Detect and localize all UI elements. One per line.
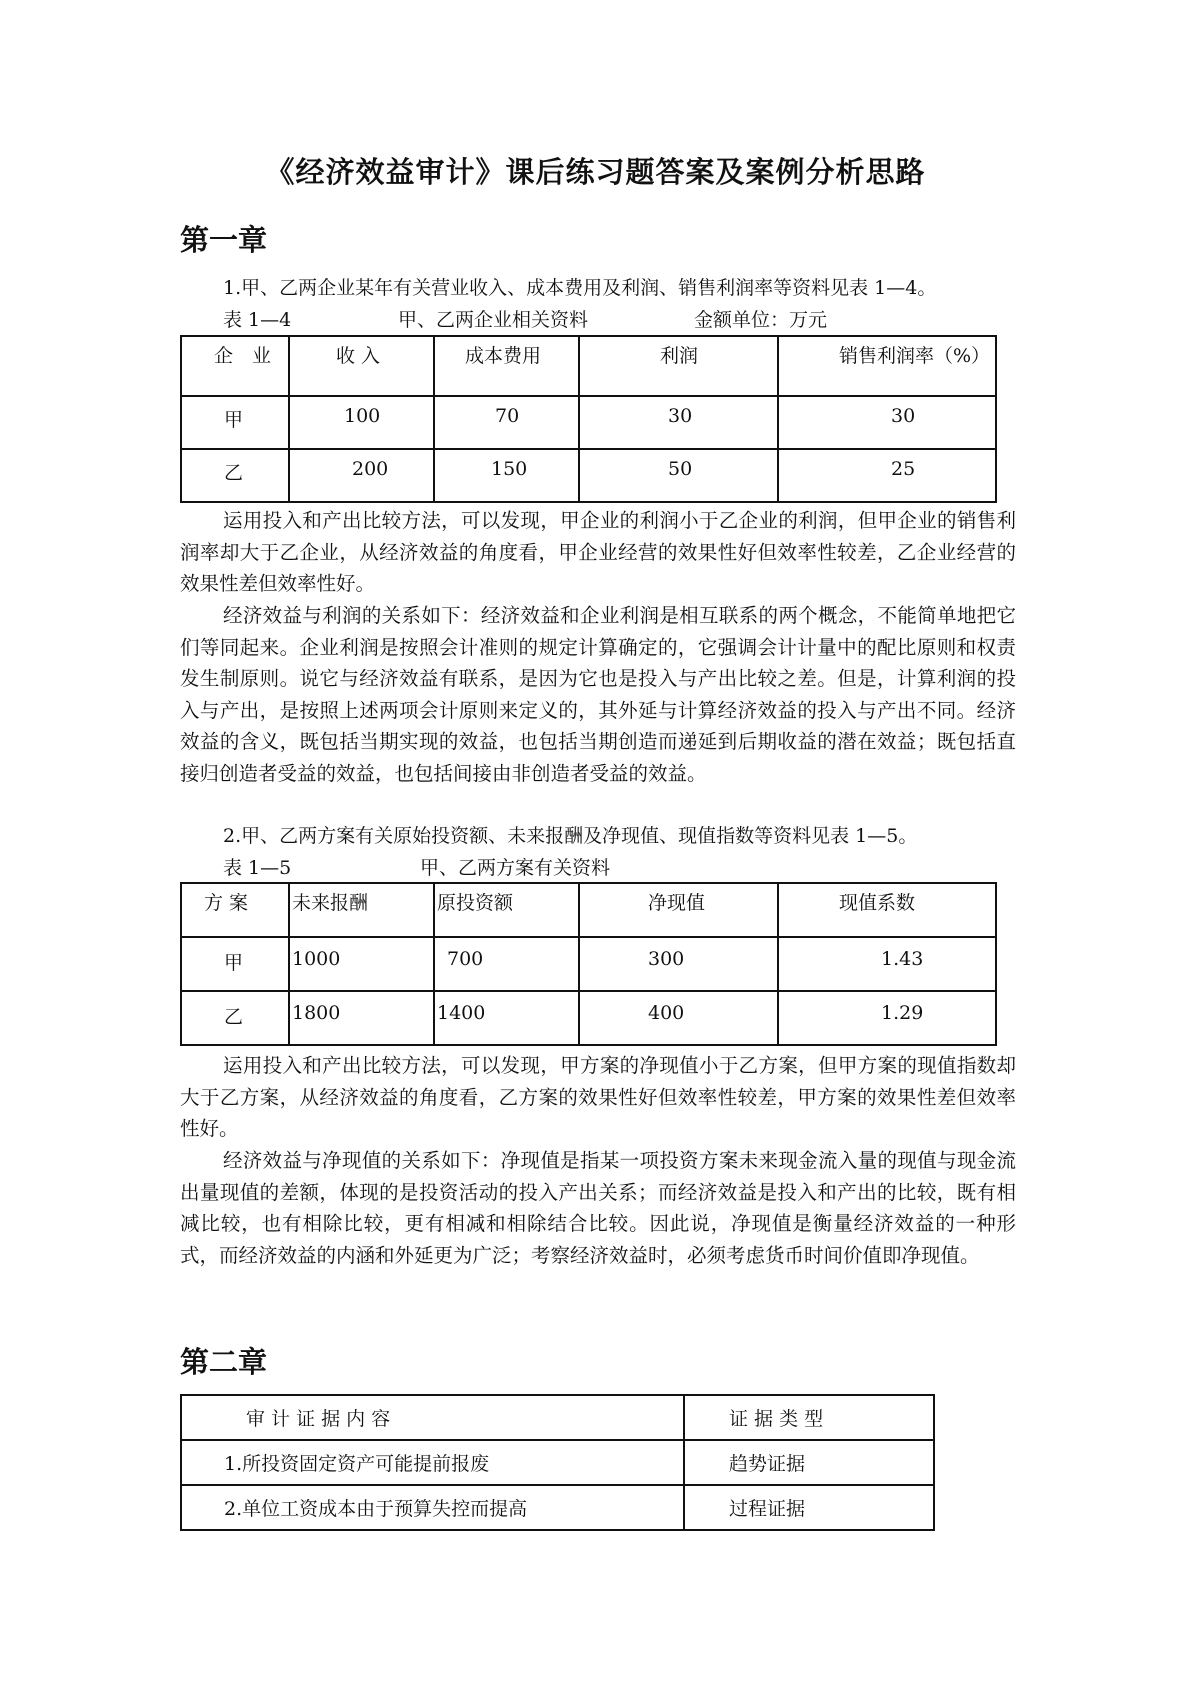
header-cell: 原投资额	[434, 883, 579, 937]
q2-paragraph-1: 运用投入和产出比较方法，可以发现，甲方案的净现值小于乙方案，但甲方案的现值指数却大于乙方案，从经济效益的角度看，乙方案的效果性好但效率性较差，甲方案的效果性差但效率性好。	[180, 1054, 1016, 1140]
table-header-row	[181, 1395, 934, 1440]
header-cell: 审 计 证 据 内 容	[181, 1395, 684, 1440]
table-cell: 50	[579, 449, 778, 502]
header-cell: 企 业	[181, 336, 289, 396]
table-cell: 400	[579, 991, 778, 1045]
table-cell: 甲	[181, 937, 289, 991]
header-cell: 证 据 类 型	[684, 1395, 934, 1440]
q1-intro: 1.甲、乙两企业某年有关营业收入、成本费用及利润、销售利润率等资料见表 1—4。	[223, 277, 937, 299]
table-row	[181, 396, 996, 449]
chapter-1-heading: 第一章	[180, 223, 268, 257]
table-1-5-label: 表 1—5	[223, 857, 292, 879]
table-cell: 1.43	[778, 937, 996, 991]
table-cell: 1000	[289, 937, 434, 991]
header-cell: 利润	[579, 336, 778, 396]
table-cell: 过程证据	[684, 1485, 934, 1530]
table-cell: 25	[778, 449, 996, 502]
table-cell: 70	[434, 396, 579, 449]
table-cell: 1400	[434, 991, 579, 1045]
header-cell: 收 入	[289, 336, 434, 396]
table-cell: 趋势证据	[684, 1440, 934, 1485]
q2-paragraph-2: 经济效益与净现值的关系如下：净现值是指某一项投资方案未来现金流入量的现值与现金流出量现值的差额，体现的是投资活动的投入产出关系；而经济效益是投入和产出的比较，既有相减比较，也有相除比较，更有相减和相除结合比较。因此说，净现值是衡量经济效益的一种形式，而经济效益的内涵和外延更为广泛；考察经济效益时，必须考虑货币时间价值即净现值。	[180, 1149, 1016, 1267]
table-cell: 700	[434, 937, 579, 991]
table-cell: 乙	[181, 449, 289, 502]
table-row	[181, 991, 996, 1045]
q2-intro: 2.甲、乙两方案有关原始投资额、未来报酬及净现值、现值指数等资料见表 1—5。	[223, 825, 918, 847]
document-title: 《经济效益审计》课后练习题答案及案例分析思路	[265, 155, 926, 189]
header-cell: 方 案	[181, 883, 289, 937]
table-cell: 30	[778, 396, 996, 449]
table-1-4-label: 表 1—4	[223, 309, 292, 331]
table-header-row	[181, 336, 996, 396]
table-row	[181, 449, 996, 502]
table-cell: 150	[434, 449, 579, 502]
table-cell: 30	[579, 396, 778, 449]
table-cell: 甲	[181, 396, 289, 449]
header-cell: 现值系数	[778, 883, 996, 937]
table-1-4-unit: 金额单位：万元	[694, 309, 828, 331]
header-cell: 销售利润率（%）	[778, 336, 996, 396]
table-cell: 1.所投资固定资产可能提前报废	[181, 1440, 684, 1485]
table-cell: 100	[289, 396, 434, 449]
table-1-5	[180, 882, 997, 1046]
header-cell: 未来报酬	[289, 883, 434, 937]
table-cell: 2.单位工资成本由于预算失控而提高	[181, 1485, 684, 1530]
table-cell: 1.29	[778, 991, 996, 1045]
chapter-2-heading: 第二章	[180, 1345, 268, 1379]
table-cell: 乙	[181, 991, 289, 1045]
header-cell: 净现值	[579, 883, 778, 937]
table-1-4-title: 甲、乙两企业相关资料	[398, 309, 589, 331]
audit-evidence-table	[180, 1394, 935, 1531]
table-1-4	[180, 335, 997, 503]
table-cell: 1800	[289, 991, 434, 1045]
q1-paragraph-1: 运用投入和产出比较方法，可以发现，甲企业的利润小于乙企业的利润，但甲企业的销售利润率却大于乙企业，从经济效益的角度看，甲企业经营的效果性好但效率性较差，乙企业经营的效果性差但效率性好。	[180, 509, 1016, 595]
table-cell: 200	[289, 449, 434, 502]
table-1-5-title: 甲、乙两方案有关资料	[420, 857, 611, 879]
q1-paragraph-2: 经济效益与利润的关系如下：经济效益和企业利润是相互联系的两个概念，不能简单地把它们等同起来。企业利润是按照会计准则的规定计算确定的，它强调会计计量中的配比原则和权责发生制原则。说它与经济效益有联系，是因为它也是投入与产出比较之差。但是，计算利润的投入与产出，是按照上述两项会计原则来定义的，其外延与计算经济效益的投入与产出不同。经济效益的含义，既包括当期实现的效益，也包括当期创造而递延到后期收益的潜在效益；既包括直接归创造者受益的效益，也包括间接由非创造者受益的效益。	[180, 604, 1016, 785]
table-row	[181, 1440, 934, 1485]
table-cell: 300	[579, 937, 778, 991]
table-header-row	[181, 883, 996, 937]
table-row	[181, 937, 996, 991]
header-cell: 成本费用	[434, 336, 579, 396]
table-row	[181, 1485, 934, 1530]
